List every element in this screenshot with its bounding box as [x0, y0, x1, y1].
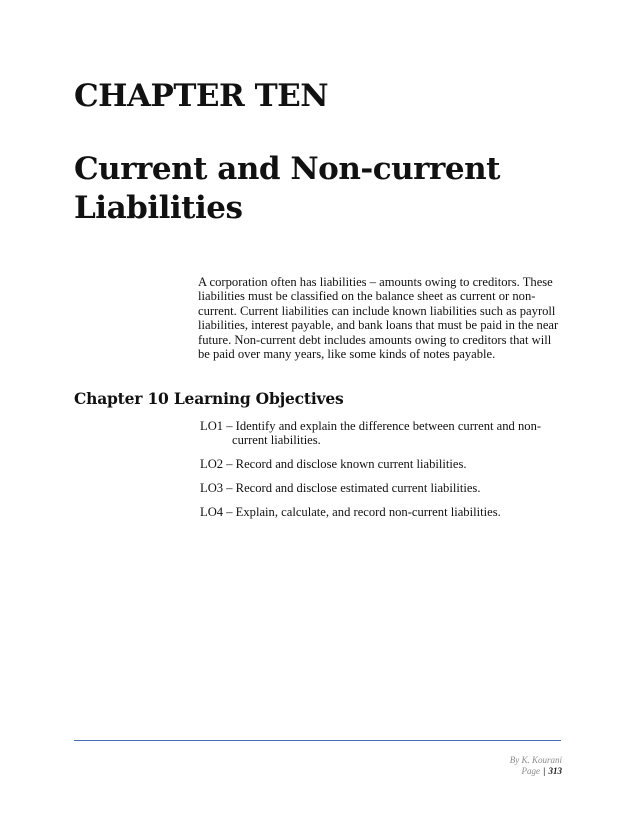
footer-page-number [522, 766, 562, 777]
footer-author: By K. Kourani [509, 755, 562, 765]
learning-objectives-heading: Chapter 10 Learning Objectives [74, 389, 344, 408]
learning-objective-2: LO2 – Record and disclose known current liabilities. [200, 457, 467, 472]
page-label: Page [521, 766, 541, 776]
learning-objective-4: LO4 – Explain, calculate, and record non-current liabilities. [200, 505, 501, 520]
chapter-title: Current and Non-current Liabilities [74, 151, 500, 226]
page-separator: | [543, 766, 546, 776]
learning-objective-1: LO1 – Identify and explain the difference between current and non-current liabilities. [200, 419, 542, 448]
learning-objective-3: LO3 – Record and disclose estimated current liabilities. [200, 481, 481, 496]
page-number: 313 [548, 766, 562, 776]
chapter-intro: A corporation often has liabilities – amounts owing to creditors. These liabilities must be classified on the balance sheet as current or non-current. Current liabilities can include known liabilities such as payroll liabilities, interest payable, and bank loans that must be paid in the near future. Non-current debt includes amounts owing to creditors that will be paid over many years, like some kinds of notes payable. [198, 275, 559, 362]
footer-divider [74, 740, 561, 741]
chapter-label: CHAPTER TEN [74, 78, 329, 114]
learning-objectives-list [200, 419, 558, 529]
